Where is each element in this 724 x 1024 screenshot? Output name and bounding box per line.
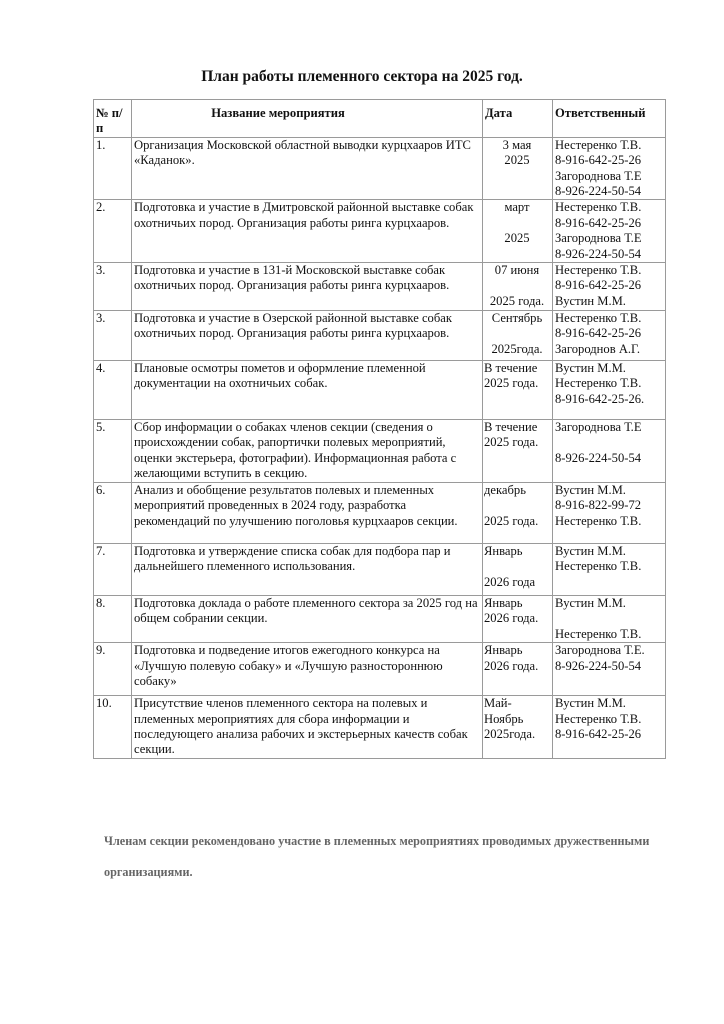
responsible-cell [553, 483, 666, 544]
responsible-line: Нестеренко Т.В. [555, 711, 642, 726]
event-name: Плановые осмотры пометов и оформление племенной документации на охотничьих собак. [132, 361, 483, 420]
responsible-line: Загороднова Т.Е [555, 231, 642, 246]
header-date: Дата [483, 100, 553, 138]
event-date: Январь 2026 года. [483, 643, 553, 696]
responsible-line: 8-926-224-50-54 [555, 658, 642, 673]
event-date: март 2025 [483, 200, 553, 263]
row-number: 2. [94, 200, 132, 263]
event-name: Присутствие членов племенного сектора на полевых и племенных мероприятиях для сбора информации и последующего анализа рабочих и экстерьерных качеств собак секции. [132, 696, 483, 759]
responsible-line: 8-916-642-25-26. [555, 391, 645, 406]
responsible-line: Нестеренко Т.В. [555, 137, 642, 152]
event-name: Подготовка и участие в Озерской районной выставке собак охотничьих пород. Организация работы ринга курцхааров. [132, 311, 483, 361]
responsible-line: 8-916-642-25-26 [555, 153, 642, 168]
table-row [94, 420, 666, 483]
table-row [94, 596, 666, 643]
responsible-line: 8-916-642-25-26 [555, 727, 642, 742]
row-number: 10. [94, 696, 132, 759]
responsible-cell [553, 361, 666, 420]
responsible-line: 8-916-642-25-26 [555, 215, 642, 230]
row-number: 6. [94, 483, 132, 544]
responsible-line: Загороднова Т.Е [555, 420, 642, 435]
responsible-line: 8-926-224-50-54 [555, 450, 642, 465]
event-date: декабрь 2025 года. [483, 483, 553, 544]
responsible-cell [553, 420, 666, 483]
responsible-line: Вустин М.М. [555, 361, 626, 376]
row-number: 3. [94, 311, 132, 361]
responsible-line: Нестеренко Т.В. [555, 200, 642, 215]
responsible-line: 8-926-224-50-54 [555, 246, 642, 261]
event-name: Подготовка и участие в Дмитровской районной выставке собак охотничьих пород. Организация работы ринга курцхааров. [132, 200, 483, 263]
responsible-line: Вустин М.М. [555, 596, 626, 611]
responsible-cell [553, 544, 666, 596]
page-title: План работы племенного сектора на 2025 год. [201, 68, 523, 85]
event-name: Подготовка и подведение итогов ежегодного конкурса на «Лучшую полевую собаку» и «Лучшую разностороннюю собаку» [132, 643, 483, 696]
responsible-line: 8-916-642-25-26 [555, 278, 642, 293]
responsible-cell [553, 596, 666, 643]
responsible-cell [553, 263, 666, 311]
responsible-line: Вустин М.М. [555, 293, 626, 308]
responsible-cell [553, 311, 666, 361]
event-date: В течение 2025 года. [483, 361, 553, 420]
header-resp: Ответственный [553, 100, 666, 138]
responsible-line: Загороднов А.Г. [555, 341, 641, 356]
responsible-line [555, 435, 663, 450]
responsible-cell [553, 643, 666, 696]
row-number: 1. [94, 137, 132, 200]
responsible-line: Нестеренко Т.В. [555, 559, 642, 574]
responsible-line: Нестеренко Т.В. [555, 513, 642, 528]
responsible-cell [553, 200, 666, 263]
header-name: Название мероприятия [132, 100, 483, 138]
responsible-line: 8-916-822-99-72 [555, 498, 642, 513]
responsible-line: Нестеренко Т.В. [555, 311, 642, 326]
row-number: 3. [94, 263, 132, 311]
responsible-line: Нестеренко Т.В. [555, 376, 642, 391]
event-date: 07 июня 2025 года. [483, 263, 553, 311]
event-date: 3 мая 2025 [483, 137, 553, 200]
table-row [94, 137, 666, 200]
event-date: В течение 2025 года. [483, 420, 553, 483]
table-row [94, 311, 666, 361]
responsible-line: 8-926-224-50-54 [555, 184, 642, 199]
table-row [94, 696, 666, 759]
header-num: № п/п [94, 100, 132, 138]
event-date: Январь 2026 года. [483, 596, 553, 643]
table-row [94, 200, 666, 263]
table-row [94, 361, 666, 420]
responsible-line: Загороднова Т.Е. [555, 643, 645, 658]
event-name: Анализ и обобщение результатов полевых и племенных мероприятий проведенных в 2024 году, разработка рекомендаций по улучшению поголовья курцхааров секции. [132, 483, 483, 544]
row-number: 4. [94, 361, 132, 420]
table-row [94, 263, 666, 311]
responsible-cell [553, 696, 666, 759]
event-name: Подготовка и участие в 131-й Московской выставке собак охотничьих пород. Организация работы ринга курцхааров. [132, 263, 483, 311]
event-date: Сентябрь 2025года. [483, 311, 553, 361]
event-name: Сбор информации о собаках членов секции (сведения о происхождении собак, рапортички полевых мероприятий, оценки экстерьера, фотографии). Информационная работа с желающими вступить в секцию. [132, 420, 483, 483]
event-name: Организация Московской областной выводки курцхааров ИТС «Каданок». [132, 137, 483, 200]
row-number: 9. [94, 643, 132, 696]
responsible-line: Вустин М.М. [555, 483, 626, 498]
responsible-line: Загороднова Т.Е [555, 168, 642, 183]
row-number: 7. [94, 544, 132, 596]
plan-table [93, 99, 666, 759]
event-date: Январь 2026 года [483, 544, 553, 596]
event-name: Подготовка доклада о работе племенного сектора за 2025 год на общем собрании секции. [132, 596, 483, 643]
table-row [94, 643, 666, 696]
row-number: 8. [94, 596, 132, 643]
event-date: Май- Ноябрь 2025года. [483, 696, 553, 759]
responsible-line: Вустин М.М. [555, 544, 626, 559]
responsible-line [555, 611, 663, 626]
recommendation-note: Членам секции рекомендовано участие в племенных мероприятиях проводимых дружественными организациями. [104, 834, 650, 879]
table-header-row [94, 100, 666, 138]
responsible-line: Нестеренко Т.В. [555, 626, 642, 641]
table-row [94, 544, 666, 596]
row-number: 5. [94, 420, 132, 483]
event-name: Подготовка и утверждение списка собак для подбора пар и дальнейшего племенного использования. [132, 544, 483, 596]
table-row [94, 483, 666, 544]
responsible-line: Нестеренко Т.В. [555, 263, 642, 278]
responsible-line: 8-916-642-25-26 [555, 326, 642, 341]
responsible-line: Вустин М.М. [555, 696, 626, 711]
responsible-cell [553, 137, 666, 200]
